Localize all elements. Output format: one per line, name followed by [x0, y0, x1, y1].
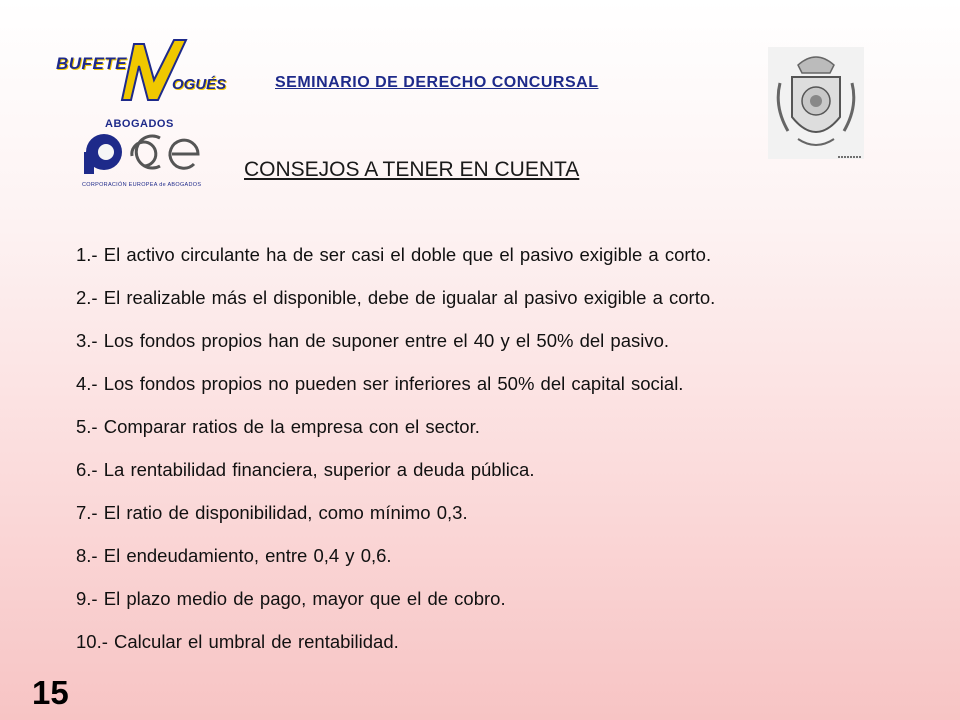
advice-item: 9.- El plazo medio de pago, mayor que el de cobro. [76, 588, 506, 609]
advice-item: 4.- Los fondos propios no pueden ser inferiores al 50% del capital social. [76, 373, 684, 394]
advice-item: 6.- La rentabilidad financiera, superior a deuda pública. [76, 459, 535, 480]
advice-item: 10.- Calcular el umbral de rentabilidad. [76, 631, 399, 652]
section-title: CONSEJOS A TENER EN CUENTA [244, 158, 580, 181]
advice-list [76, 233, 715, 663]
logo-bufete-text: BUFETE [56, 54, 127, 73]
logo-n-mark-icon [114, 36, 194, 106]
advice-item: 1.- El activo circulante ha de ser casi el doble que el pasivo exigible a corto. [76, 244, 712, 265]
advice-item: 8.- El endeudamiento, entre 0,4 y 0,6. [76, 545, 392, 566]
advice-item: 5.- Comparar ratios de la empresa con el sector. [76, 416, 480, 437]
bufete-nogues-logo [52, 36, 242, 128]
advice-item: 7.- El ratio de disponibilidad, como mínimo 0,3. [76, 502, 468, 523]
logo-abogados-text: ABOGADOS [105, 118, 174, 130]
advice-item: 3.- Los fondos propios han de suponer entre el 40 y el 50% del pasivo. [76, 330, 670, 351]
cea-caption: CORPORACIÓN EUROPEA de ABOGADOS [82, 182, 202, 188]
seminar-title: SEMINARIO DE DERECHO CONCURSAL [275, 74, 599, 91]
coat-of-arms-seal-icon [768, 47, 864, 159]
logo-ogues-text: OGUÉS [172, 76, 227, 93]
advice-item: 2.- El realizable más el disponible, debe de igualar al pasivo exigible a corto. [76, 287, 716, 308]
slide-number: 15 [32, 674, 69, 711]
